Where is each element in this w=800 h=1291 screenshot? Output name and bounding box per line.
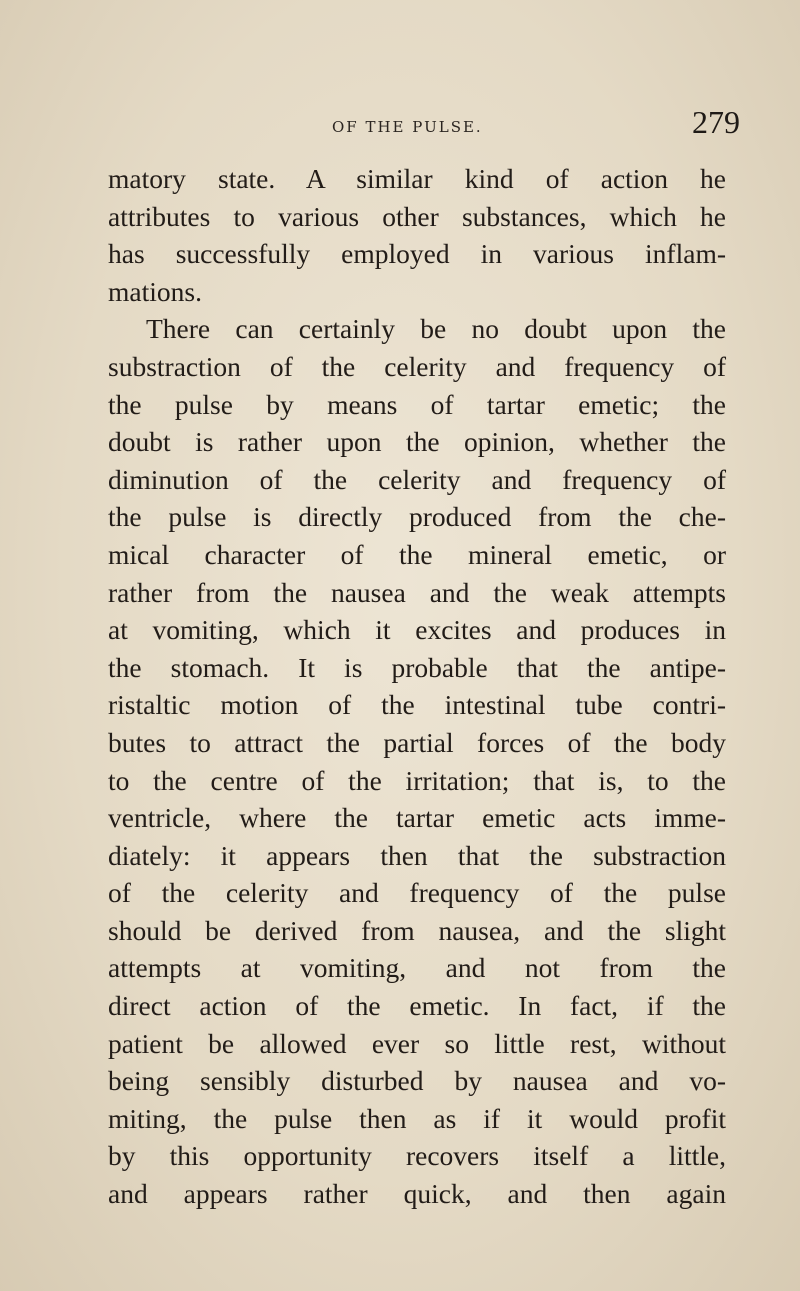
- text-line: substraction of the celerity and frequency of: [108, 350, 726, 382]
- text-line: has successfully employed in various inflam-: [108, 238, 726, 270]
- text-line: direct action of the emetic. In fact, if the: [108, 990, 726, 1022]
- text-line: mations.: [108, 275, 202, 307]
- text-line: diminution of the celerity and frequency of: [108, 463, 726, 495]
- running-head: OF THE PULSE.: [332, 118, 483, 136]
- text-line: the stomach. It is probable that the antipe-: [108, 651, 726, 683]
- text-line: of the celerity and frequency of the pulse: [108, 877, 726, 909]
- text-line: the pulse by means of tartar emetic; the: [108, 388, 726, 420]
- body-text: [108, 160, 726, 1213]
- text-line: doubt is rather upon the opinion, whether the: [108, 426, 726, 458]
- text-line: ventricle, where the tartar emetic acts imme-: [108, 802, 726, 834]
- text-line: butes to attract the partial forces of the body: [108, 726, 726, 758]
- text-line: being sensibly disturbed by nausea and vo-: [108, 1065, 726, 1097]
- text-line: attempts at vomiting, and not from the: [108, 952, 726, 984]
- text-line: diately: it appears then that the substraction: [108, 839, 726, 871]
- text-line: rather from the nausea and the weak attempts: [108, 576, 726, 608]
- text-line: patient be allowed ever so little rest, without: [108, 1027, 726, 1059]
- text-line: and appears rather quick, and then again: [108, 1178, 726, 1210]
- paragraph-start-line: There can certainly be no doubt upon the: [146, 313, 726, 345]
- text-line: the pulse is directly produced from the che-: [108, 501, 726, 533]
- page-number: 279: [692, 104, 740, 140]
- text-line: should be derived from nausea, and the slight: [108, 914, 726, 946]
- text-line: mical character of the mineral emetic, or: [108, 538, 726, 570]
- page-header: [110, 104, 740, 148]
- text-line: ristaltic motion of the intestinal tube contri-: [108, 689, 726, 721]
- text-line: at vomiting, which it excites and produces in: [108, 614, 726, 646]
- text-line: attributes to various other substances, which he: [108, 200, 726, 232]
- text-line: to the centre of the irritation; that is, to the: [108, 764, 726, 796]
- text-line: miting, the pulse then as if it would profit: [108, 1102, 726, 1134]
- text-line: matory state. A similar kind of action he: [108, 163, 726, 194]
- text-line: by this opportunity recovers itself a little,: [108, 1140, 726, 1172]
